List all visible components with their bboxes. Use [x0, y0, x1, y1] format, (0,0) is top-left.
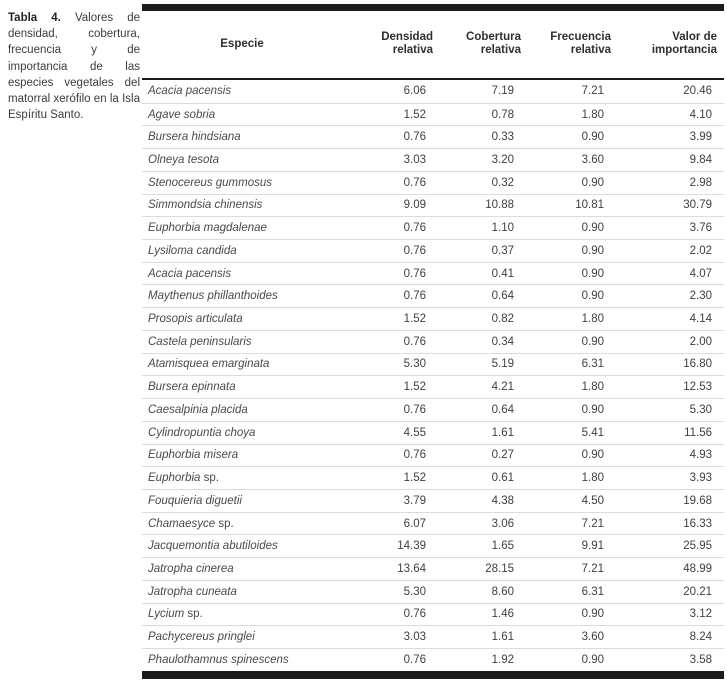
- column-header-line: relativa: [392, 44, 433, 57]
- species-name: Agave sobria: [148, 108, 216, 121]
- column-header-line: relativa: [480, 44, 521, 57]
- valor-importancia-value: 12.53: [683, 381, 712, 394]
- table-row: [142, 444, 724, 467]
- table-row: [142, 353, 724, 376]
- densidad-relativa-value: 6.06: [403, 85, 426, 98]
- cobertura-relativa-value: 5.19: [491, 358, 514, 371]
- species-name: Atamisquea emarginata: [148, 358, 270, 371]
- table-row: [142, 80, 724, 103]
- frecuencia-relativa-value: 0.90: [581, 267, 604, 280]
- table-top-rule: [142, 4, 724, 11]
- densidad-relativa-value: 0.76: [403, 335, 426, 348]
- table-row: [142, 148, 724, 171]
- cobertura-relativa-value: 10.88: [485, 199, 514, 212]
- species-name: Euphorbia sp.: [148, 472, 219, 485]
- valor-importancia-value: 16.80: [683, 358, 712, 371]
- table-row: [142, 534, 724, 557]
- table-row: [142, 307, 724, 330]
- table-row: [142, 103, 724, 126]
- densidad-relativa-value: 3.03: [403, 154, 426, 167]
- frecuencia-relativa-value: 0.90: [581, 335, 604, 348]
- frecuencia-relativa-value: 0.90: [581, 244, 604, 257]
- cobertura-relativa-value: 0.64: [491, 290, 514, 303]
- column-header-valor-importancia: [611, 31, 724, 58]
- densidad-relativa-value: 0.76: [403, 131, 426, 144]
- cobertura-relativa-value: 0.41: [491, 267, 514, 280]
- species-name: Lycium sp.: [148, 608, 203, 621]
- table-row: [142, 171, 724, 194]
- valor-importancia-value: 3.99: [689, 131, 712, 144]
- valor-importancia-value: 5.30: [689, 403, 712, 416]
- cobertura-relativa-value: 28.15: [485, 562, 514, 575]
- frecuencia-relativa-value: 0.90: [581, 222, 604, 235]
- cobertura-relativa-value: 1.10: [491, 222, 514, 235]
- valor-importancia-value: 2.02: [689, 244, 712, 257]
- species-name: Jacquemontia abutiloides: [148, 540, 278, 553]
- table-row: [142, 398, 724, 421]
- valor-importancia-value: 3.12: [689, 608, 712, 621]
- valor-importancia-value: 2.00: [689, 335, 712, 348]
- frecuencia-relativa-value: 1.80: [581, 381, 604, 394]
- frecuencia-relativa-value: 7.21: [581, 85, 604, 98]
- frecuencia-relativa-value: 6.31: [581, 585, 604, 598]
- densidad-relativa-value: 14.39: [397, 540, 426, 553]
- valor-importancia-value: 9.84: [689, 154, 712, 167]
- frecuencia-relativa-value: 7.21: [581, 562, 604, 575]
- frecuencia-relativa-value: 1.80: [581, 472, 604, 485]
- species-name: Phaulothamnus spinescens: [148, 653, 289, 666]
- table-row: [142, 625, 724, 648]
- species-name: Cylindropuntia choya: [148, 426, 256, 439]
- table-row: [142, 330, 724, 353]
- species-name: Stenocereus gummosus: [148, 176, 273, 189]
- frecuencia-relativa-value: 9.91: [581, 540, 604, 553]
- frecuencia-relativa-value: 4.50: [581, 494, 604, 507]
- valor-importancia-value: 3.76: [689, 222, 712, 235]
- cobertura-relativa-value: 1.92: [491, 653, 514, 666]
- table-row: [142, 512, 724, 535]
- densidad-relativa-value: 1.52: [403, 108, 426, 121]
- valor-importancia-value: 4.14: [689, 313, 712, 326]
- valor-importancia-value: 25.95: [683, 540, 712, 553]
- column-header-line: importancia: [651, 44, 717, 57]
- table-row: [142, 421, 724, 444]
- frecuencia-relativa-value: 0.90: [581, 449, 604, 462]
- valor-importancia-value: 4.93: [689, 449, 712, 462]
- valor-importancia-value: 11.56: [684, 426, 712, 439]
- species-name: Acacia pacensis: [148, 267, 232, 280]
- column-header-especie: Especie: [220, 37, 264, 50]
- species-name: Maythenus phillanthoides: [148, 290, 278, 303]
- densidad-relativa-value: 1.52: [403, 472, 426, 485]
- densidad-relativa-value: 3.79: [403, 494, 426, 507]
- cobertura-relativa-value: 1.61: [491, 631, 514, 644]
- species-name: Olneya tesota: [148, 154, 219, 167]
- cobertura-relativa-value: 1.46: [491, 608, 514, 621]
- frecuencia-relativa-value: 6.31: [581, 358, 604, 371]
- densidad-relativa-value: 0.76: [403, 653, 426, 666]
- species-name: Fouquieria diguetii: [148, 494, 242, 507]
- column-header-line: Cobertura: [466, 30, 521, 43]
- densidad-relativa-value: 0.76: [403, 608, 426, 621]
- species-name: Euphorbia misera: [148, 449, 239, 462]
- column-header-densidad-relativa: [342, 31, 433, 58]
- densidad-relativa-value: 1.52: [403, 381, 426, 394]
- caption-text: Valores de densidad, cobertura, frecuencia y de importancia de las especies vegetales del matorral xerófilo en la Isla Espíritu Santo.: [8, 12, 140, 122]
- densidad-relativa-value: 0.76: [403, 449, 426, 462]
- cobertura-relativa-value: 7.19: [491, 85, 514, 98]
- valor-importancia-value: 16.33: [683, 517, 712, 530]
- densidad-relativa-value: 13.64: [397, 562, 426, 575]
- valor-importancia-value: 3.93: [689, 472, 712, 485]
- species-name: Chamaesyce sp.: [148, 517, 234, 530]
- valor-importancia-value: 19.68: [683, 494, 712, 507]
- species-name: Simmondsia chinensis: [148, 199, 263, 212]
- table-header-row: [142, 11, 724, 78]
- cobertura-relativa-value: 8.60: [491, 585, 514, 598]
- species-name: Bursera epinnata: [148, 381, 236, 394]
- densidad-relativa-value: 6.07: [403, 517, 426, 530]
- frecuencia-relativa-value: 7.21: [581, 517, 604, 530]
- species-name: Jatropha cuneata: [148, 585, 237, 598]
- valor-importancia-value: 20.21: [683, 585, 712, 598]
- table-bottom-rule: [142, 671, 724, 680]
- table-row: [142, 557, 724, 580]
- valor-importancia-value: 48.99: [683, 562, 712, 575]
- valor-importancia-value: 30.79: [683, 199, 712, 212]
- table-row: [142, 489, 724, 512]
- valor-importancia-value: 3.58: [689, 653, 712, 666]
- caption-label: Tabla 4.: [8, 12, 61, 24]
- densidad-relativa-value: 0.76: [403, 403, 426, 416]
- cobertura-relativa-value: 4.38: [491, 494, 514, 507]
- species-name: Pachycereus pringlei: [148, 631, 255, 644]
- table-row: [142, 239, 724, 262]
- cobertura-relativa-value: 0.32: [491, 176, 514, 189]
- cobertura-relativa-value: 0.34: [491, 335, 514, 348]
- column-header-line: relativa: [570, 44, 611, 57]
- species-name: Castela peninsularis: [148, 335, 252, 348]
- frecuencia-relativa-value: 10.81: [575, 199, 604, 212]
- table-row: [142, 216, 724, 239]
- table-row: [142, 284, 724, 307]
- densidad-relativa-value: 3.03: [403, 631, 426, 644]
- frecuencia-relativa-value: 0.90: [581, 290, 604, 303]
- cobertura-relativa-value: 4.21: [491, 381, 514, 394]
- densidad-relativa-value: 4.55: [403, 426, 426, 439]
- frecuencia-relativa-value: 3.60: [581, 154, 604, 167]
- frecuencia-relativa-value: 0.90: [581, 403, 604, 416]
- frecuencia-relativa-value: 0.90: [581, 608, 604, 621]
- densidad-relativa-value: 0.76: [403, 244, 426, 257]
- table-row: [142, 603, 724, 626]
- table-row: [142, 262, 724, 285]
- frecuencia-relativa-value: 1.80: [581, 313, 604, 326]
- table-row: [142, 580, 724, 603]
- column-header-line: Densidad: [381, 30, 433, 43]
- densidad-relativa-value: 0.76: [403, 222, 426, 235]
- cobertura-relativa-value: 3.20: [491, 154, 514, 167]
- table-row: [142, 125, 724, 148]
- table-row: [142, 648, 724, 671]
- table-body: [142, 80, 724, 671]
- species-name: Euphorbia magdalenae: [148, 222, 267, 235]
- column-header-cobertura-relativa: [433, 31, 521, 58]
- cobertura-relativa-value: 1.65: [491, 540, 514, 553]
- cobertura-relativa-value: 0.82: [491, 313, 514, 326]
- frecuencia-relativa-value: 0.90: [581, 176, 604, 189]
- column-header-line: Valor de: [672, 30, 717, 43]
- cobertura-relativa-value: 0.37: [491, 244, 514, 257]
- densidad-relativa-value: 5.30: [403, 585, 426, 598]
- frecuencia-relativa-value: 3.60: [581, 631, 604, 644]
- frecuencia-relativa-value: 0.90: [581, 653, 604, 666]
- valor-importancia-value: 2.98: [689, 176, 712, 189]
- table-caption: [8, 10, 140, 123]
- cobertura-relativa-value: 0.78: [491, 108, 514, 121]
- species-name: Lysiloma candida: [148, 244, 237, 257]
- valor-importancia-value: 2.30: [689, 290, 712, 303]
- frecuencia-relativa-value: 0.90: [581, 131, 604, 144]
- species-name: Prosopis articulata: [148, 313, 243, 326]
- species-name: Caesalpinia placida: [148, 403, 248, 416]
- species-name: Jatropha cinerea: [148, 562, 234, 575]
- frecuencia-relativa-value: 5.41: [581, 426, 604, 439]
- table-row: [142, 194, 724, 217]
- densidad-relativa-value: 0.76: [403, 267, 426, 280]
- cobertura-relativa-value: 0.61: [491, 472, 514, 485]
- species-name: Acacia pacensis: [148, 85, 232, 98]
- cobertura-relativa-value: 0.33: [491, 131, 514, 144]
- valor-importancia-value: 4.10: [689, 108, 712, 121]
- densidad-relativa-value: 0.76: [403, 176, 426, 189]
- species-name: Bursera hindsiana: [148, 131, 241, 144]
- densidad-relativa-value: 5.30: [403, 358, 426, 371]
- column-header-line: Frecuencia: [550, 30, 611, 43]
- valor-importancia-value: 8.24: [689, 631, 712, 644]
- densidad-relativa-value: 9.09: [403, 199, 426, 212]
- data-table: [142, 0, 724, 679]
- densidad-relativa-value: 0.76: [403, 290, 426, 303]
- densidad-relativa-value: 1.52: [403, 313, 426, 326]
- cobertura-relativa-value: 3.06: [491, 517, 514, 530]
- cobertura-relativa-value: 1.61: [491, 426, 514, 439]
- table-row: [142, 375, 724, 398]
- valor-importancia-value: 4.07: [689, 267, 712, 280]
- cobertura-relativa-value: 0.64: [491, 403, 514, 416]
- valor-importancia-value: 20.46: [683, 85, 712, 98]
- frecuencia-relativa-value: 1.80: [581, 108, 604, 121]
- cobertura-relativa-value: 0.27: [491, 449, 514, 462]
- column-header-frecuencia-relativa: [521, 31, 611, 58]
- table-row: [142, 466, 724, 489]
